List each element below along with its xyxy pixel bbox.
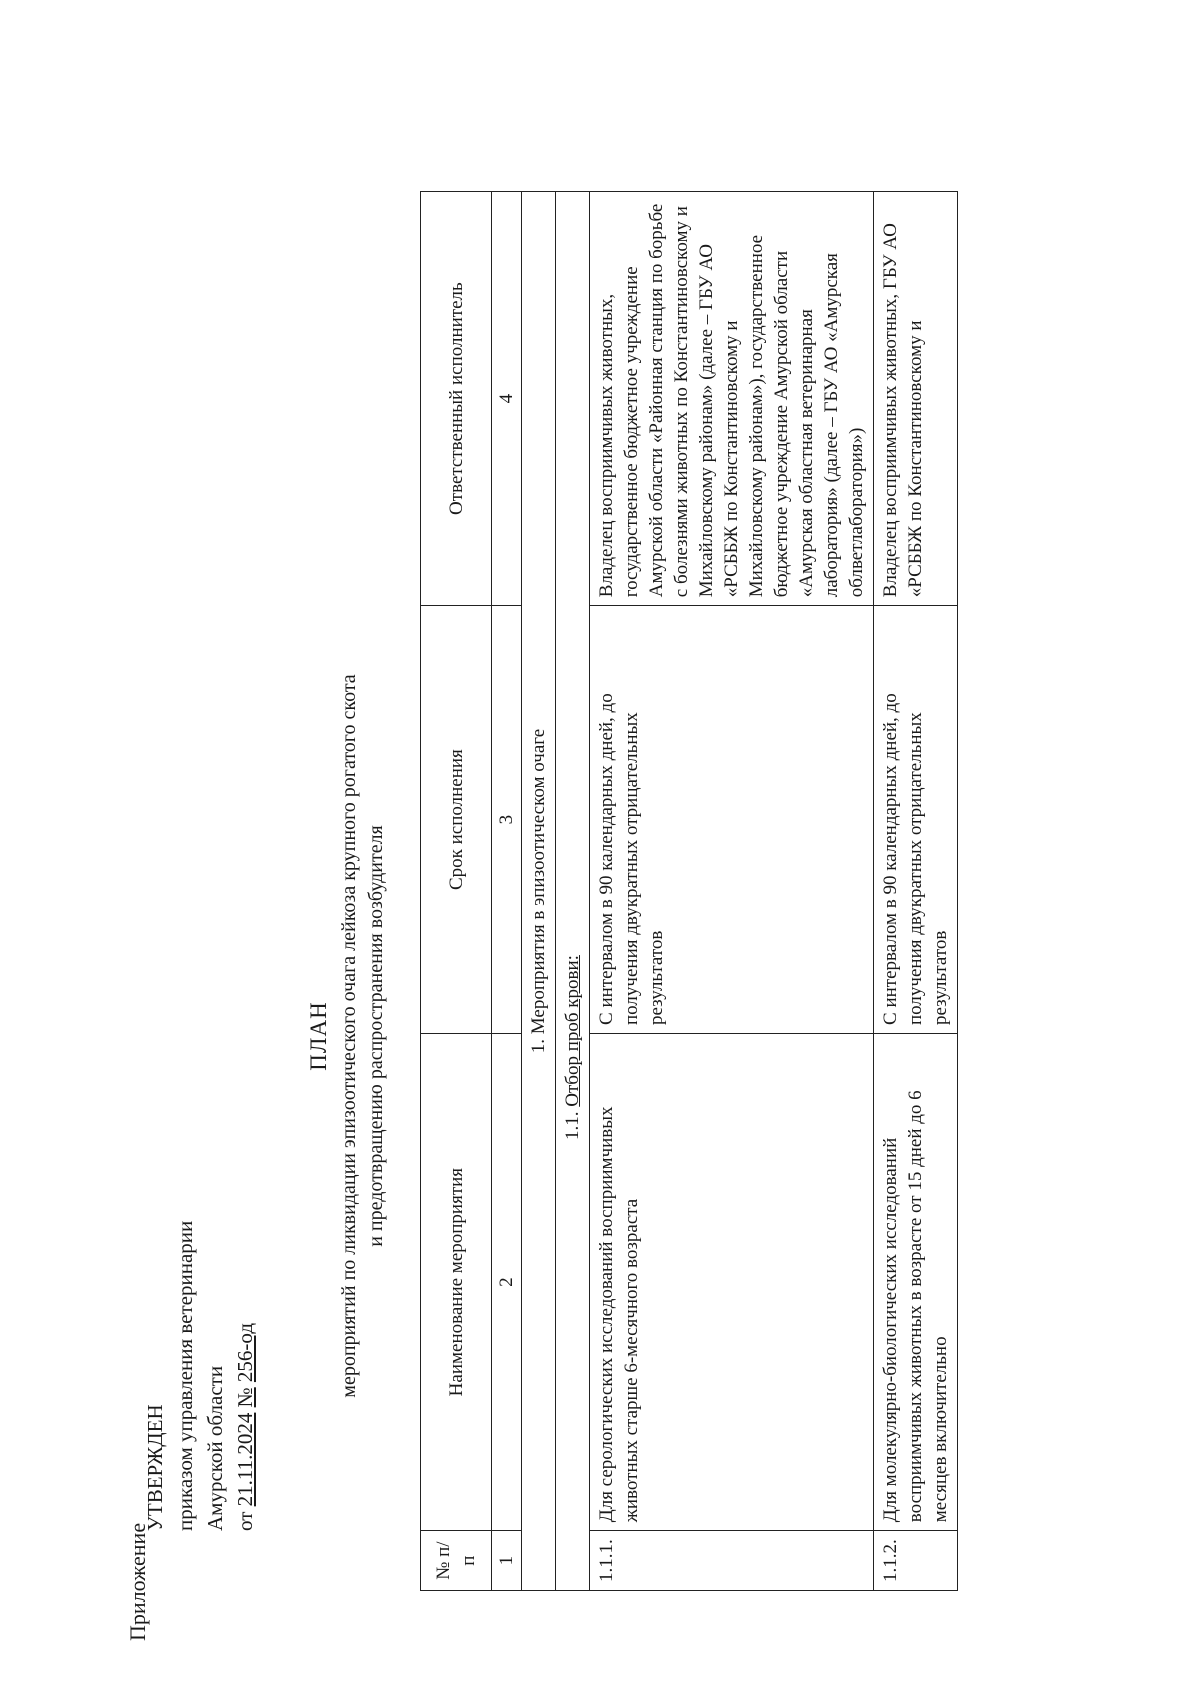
table-row [874,192,958,1591]
section-row [522,192,556,1591]
header-term: Срок исполнения [421,606,492,1034]
approval-stamp [140,1221,260,1531]
header-name: Наименование мероприятия [421,1033,492,1530]
approval-number: 256-од [233,1322,257,1383]
plan-subtitle-line-2: и предотвращению распространения возбудителя [365,825,387,1247]
plan-title [305,511,390,1561]
subsection-title: 1.1. Отбор проб крови: [556,192,590,1591]
row-term: С интервалом в 90 календарных дней, до получения двукратных отрицательных результатов [590,606,874,1034]
appendix-label: Приложение [125,1522,150,1641]
row-term: С интервалом в 90 календарных дней, до получения двукратных отрицательных результатов [874,606,958,1034]
table-row [590,192,874,1591]
header-responsible: Ответственный исполнитель [421,192,492,606]
row-num: 1.1.2. [874,1531,958,1591]
approval-line-1: приказом управления ветеринарии [173,1220,197,1531]
approved-heading: УТВЕРЖДЕН [143,1404,167,1531]
approval-date-line: от 21.11.2024 № 256-од [233,1322,257,1531]
row-num: 1.1.1. [590,1531,874,1591]
measures-table [420,191,958,1591]
row-name: Для молекулярно-биологических исследований восприимчивых животных в возрасте от 15 дней до 6 месяцев включительно [874,1033,958,1530]
approval-date: 21.11.2024 [233,1412,257,1507]
row-name: Для серологических исследований восприимчивых животных старше 6-месячного возраста [590,1033,874,1530]
row-responsible: Владелец восприимчивых животных, государственное бюджетное учреждение Амурской области «Районная станция по борьбе с болезнями животных по Константиновскому и Михайловскому районам» (далее – ГБУ АО «РСББЖ по Константиновскому и Михайловскому районам»), государственное бюджетное учреждение Амурской области «Амурская областная ветеринарная лаборатория» (далее – ГБУ АО «Амурская облветлаборатория») [590,192,874,606]
column-number-row: 1 2 3 4 [492,192,522,1591]
subsection-row [556,192,590,1591]
table-header-row [421,192,492,1591]
section-title: 1. Мероприятия в эпизоотическом очаге [522,192,556,1591]
row-responsible: Владелец восприимчивых животных, ГБУ АО «РСББЖ по Константиновскому и [874,192,958,606]
plan-subtitle-line-1: мероприятий по ликвидации эпизоотического очага лейкоза крупного рогатого скота [338,674,360,1398]
plan-heading: ПЛАН [306,1001,331,1071]
header-num: № п/п [421,1531,492,1591]
approval-line-2: Амурской области [203,1365,227,1531]
